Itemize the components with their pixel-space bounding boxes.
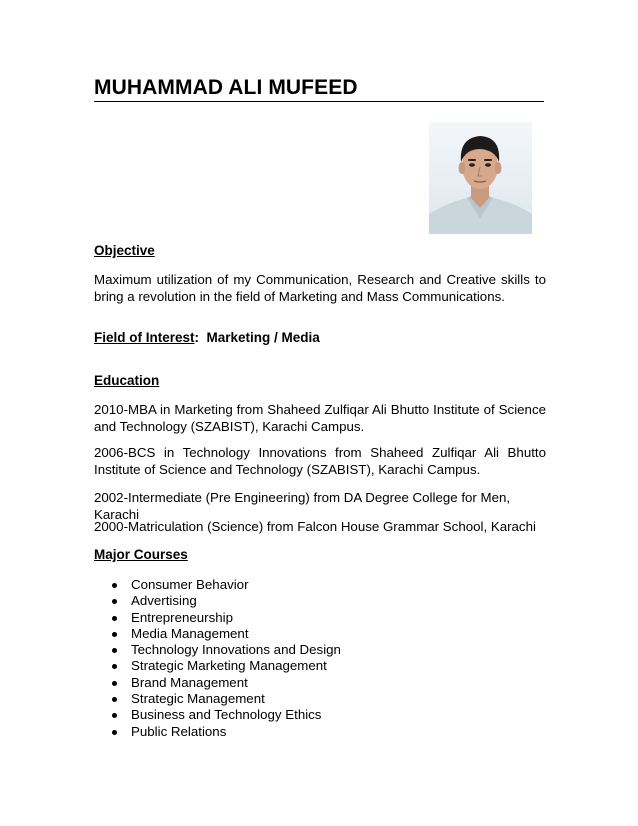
list-item	[112, 642, 341, 658]
education-entry: 2010-MBA in Marketing from Shaheed Zulfiqar Ali Bhutto Institute of Science and Technology (SZABIST), Karachi Campus.	[94, 402, 546, 434]
profile-photo	[429, 122, 532, 234]
list-item	[112, 577, 341, 593]
field-of-interest-separator: :	[194, 330, 200, 345]
course-label: Strategic Marketing Management	[131, 658, 327, 674]
list-item	[112, 626, 341, 642]
course-label: Consumer Behavior	[131, 577, 249, 592]
course-label: Technology Innovations and Design	[131, 642, 341, 658]
bullet-icon	[112, 583, 117, 588]
education-heading: Education	[94, 373, 160, 388]
field-of-interest	[94, 330, 320, 346]
list-item	[112, 724, 341, 740]
bullet-icon	[112, 632, 117, 637]
objective-heading: Objective	[94, 243, 155, 258]
candidate-name: MUHAMMAD ALI MUFEED	[94, 76, 358, 99]
bullet-icon	[112, 599, 117, 604]
list-item	[112, 675, 341, 691]
major-courses-list	[112, 577, 341, 740]
list-item	[112, 707, 341, 723]
field-of-interest-label: Field of Interest	[94, 330, 195, 345]
list-item	[112, 691, 341, 707]
list-item	[112, 610, 341, 626]
course-label: Business and Technology Ethics	[131, 707, 322, 723]
education-entry: 2002-Intermediate (Pre Engineering) from DA Degree College for Men, Karachi	[94, 490, 511, 522]
course-label: Brand Management	[131, 674, 248, 690]
field-of-interest-value: Marketing / Media	[206, 330, 320, 345]
bullet-icon	[112, 713, 117, 718]
bullet-icon	[112, 697, 117, 702]
course-label: Strategic Management	[131, 691, 265, 707]
list-item	[112, 593, 341, 609]
name-underline-rule	[94, 101, 544, 102]
objective-text: Maximum utilization of my Communication, Research and Creative skills to bring a revolution in the field of Marketing and Mass Communications.	[94, 272, 546, 304]
education-entry: 2000-Matriculation (Science) from Falcon House Grammar School, Karachi	[94, 519, 536, 534]
course-label: Public Relations	[131, 723, 227, 739]
course-label: Entrepreneurship	[131, 609, 234, 625]
bullet-icon	[112, 664, 117, 669]
bullet-icon	[112, 648, 117, 653]
course-label: Advertising	[131, 593, 197, 609]
list-item	[112, 658, 341, 674]
bullet-icon	[112, 730, 117, 735]
bullet-icon	[112, 681, 117, 686]
education-entry: 2006-BCS in Technology Innovations from Shaheed Zulfiqar Ali Bhutto Institute of Science and Technology (SZABIST), Karachi Campus.	[94, 445, 546, 477]
major-courses-heading: Major Courses	[94, 547, 188, 562]
course-label: Media Management	[131, 625, 249, 641]
bullet-icon	[112, 616, 117, 621]
